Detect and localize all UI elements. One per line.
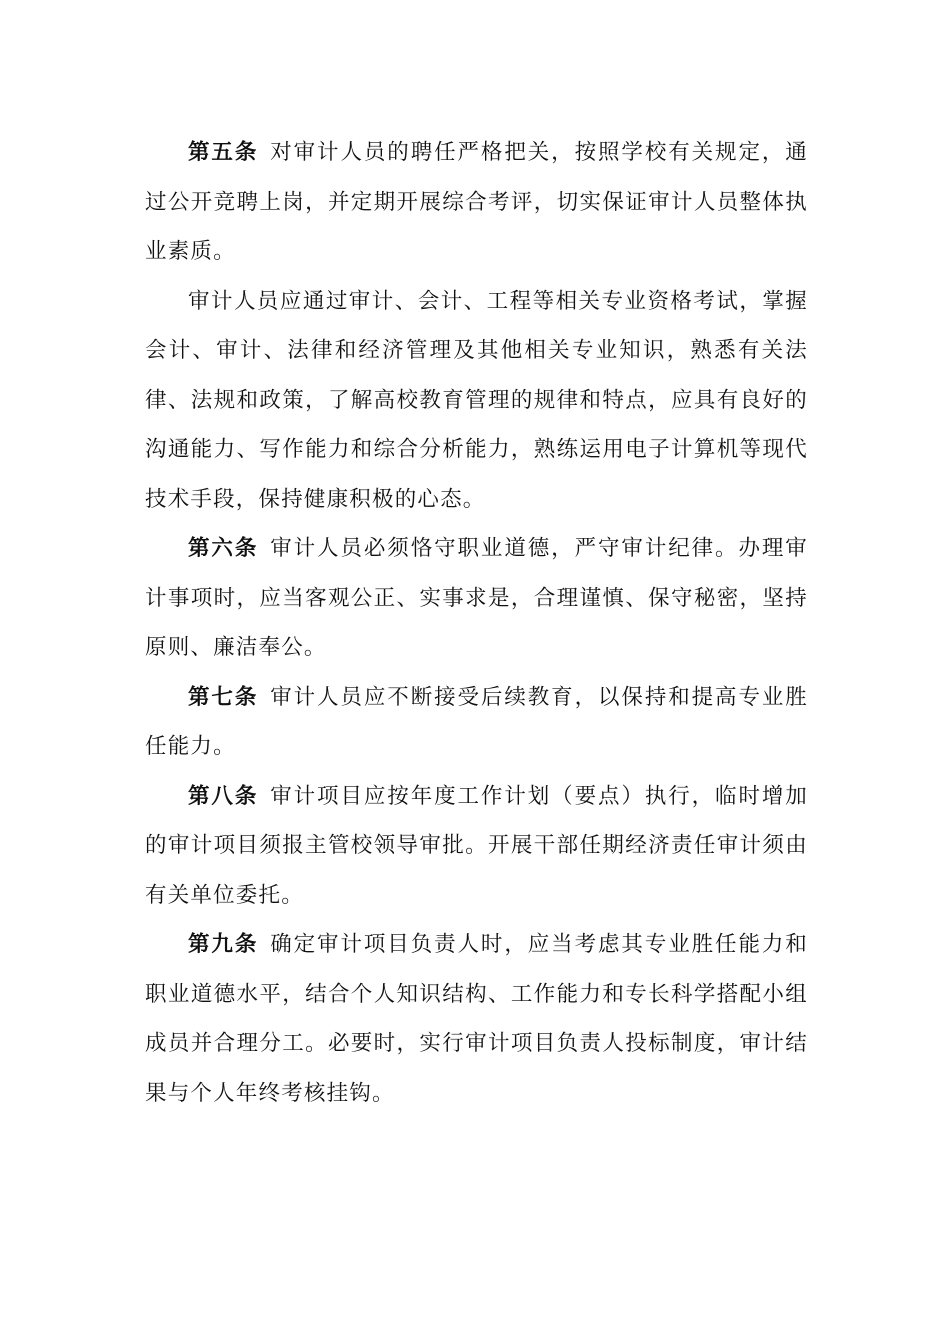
paragraph-article-9 [145,920,808,1118]
paragraph-text: 对审计人员的聘任严格把关，按照学校有关规定，通过公开竞聘上岗，并定期开展综合考评，切实保证审计人员整体执业素质。 [145,140,808,264]
paragraph-text: 审计项目应按年度工作计划（要点）执行，临时增加的审计项目须报主管校领导审批。开展干部任期经济责任审计须由有关单位委托。 [145,783,808,908]
paragraph-article-5-continued [145,277,808,525]
paragraph-article-5 [145,128,808,277]
article-number: 第六条 [188,536,259,561]
paragraph-text: 确定审计项目负责人时，应当考虑其专业胜任能力和职业道德水平，结合个人知识结构、工作能力和专长科学搭配小组成员并合理分工。必要时，实行审计项目负责人投标制度，审计结果与个人年终考核挂钩。 [145,932,808,1106]
article-number: 第五条 [188,140,259,165]
article-number: 第九条 [188,932,259,957]
paragraph-text: 审计人员必须恪守职业道德，严守审计纪律。办理审计事项时，应当客观公正、实事求是，合理谨慎、保守秘密，坚持原则、廉洁奉公。 [145,536,808,660]
paragraph-article-7 [145,673,808,772]
document-body [145,128,808,1118]
article-number: 第八条 [188,783,259,809]
paragraph-article-8 [145,772,808,921]
paragraph-text: 审计人员应不断接受后续教育，以保持和提高专业胜任能力。 [145,684,808,759]
paragraph-text: 审计人员应通过审计、会计、工程等相关专业资格考试，掌握会计、审计、法律和经济管理及其他相关专业知识，熟悉有关法律、法规和政策，了解高校教育管理的规律和特点，应具有良好的沟通能力、写作能力和综合分析能力，熟练运用电子计算机等现代技术手段，保持健康积极的心态。 [145,288,808,512]
article-number: 第七条 [188,684,259,710]
paragraph-article-6 [145,524,808,673]
